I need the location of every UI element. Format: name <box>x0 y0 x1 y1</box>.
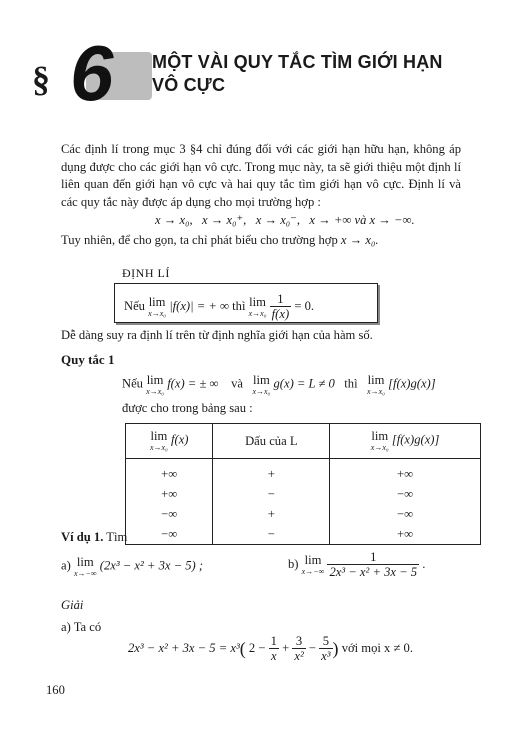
title-line-1: MỘT VÀI QUY TẮC TÌM GIỚI HẠN <box>152 52 443 72</box>
table-header-3: lim x→x₀ [f(x)g(x)] <box>330 424 481 459</box>
note-math: x → x₀. <box>340 233 379 247</box>
cases-line: x → x₀, x → x₀⁺, x → x₀⁻, x → +∞ và x → −∞. <box>155 213 415 227</box>
table-row: −∞ − +∞ <box>126 524 481 545</box>
table-row: −∞ + −∞ <box>126 504 481 524</box>
table-header-1: lim x→x₀ f(x) <box>126 424 213 459</box>
rule-lim-3: lim x→x₀ <box>367 373 385 396</box>
section-number: 6 <box>70 29 114 117</box>
solution-label: Giải <box>61 598 84 612</box>
theorem-expr-1: |f(x)| = + ∞ <box>169 298 230 313</box>
table-row: +∞ + +∞ <box>126 459 481 485</box>
theorem-expr-2: = 0. <box>294 298 315 313</box>
rule-1-title: Quy tắc 1 <box>61 352 115 367</box>
intro-paragraph: Các định lí trong mục 3 §4 chỉ đúng đối với các giới hạn hữu hạn, không áp dụng được cho các giới hạn vô cực. Trong mục này, ta sẽ giới thiệu một định lí liên quan đến giới hạn vô cực và hai quy tắc tìm giới hạn vô cực. Định lí và các quy tắc này được áp dụng cho mọi trường hợp : <box>61 142 461 209</box>
example-title: Ví dụ 1. Tìm <box>61 530 128 544</box>
theorem-fraction: $\frac{1}{f(x)}$ <box>271 292 290 322</box>
note-text: Tuy nhiên, để cho gọn, ta chỉ phát biểu cho trường hợp <box>61 233 341 247</box>
theorem-lim-2: lim x→x₀ <box>248 295 267 318</box>
solution-equation: 2x³ − x² + 3x − 5 = x³( 2 − $\frac{1}{x}$ + $\frac{3}{\text{x²}}$ − $\frac{5}{\text{x³}}$ ) với mọi x ≠ 0. <box>128 634 413 664</box>
theorem-label: ĐỊNH LÍ <box>122 266 170 280</box>
example-part-b: b) lim x→−∞ $\frac{1}{\text{2x³ − x² + 3x − 5}}$ . <box>288 550 426 580</box>
title-line-2: VÔ CỰC <box>152 75 226 95</box>
theorem-then: thì <box>232 298 246 313</box>
section-title <box>152 51 443 97</box>
solution-a-intro: a) Ta có <box>61 620 102 634</box>
page-number: 160 <box>46 683 65 697</box>
rule-lim-1: lim x→x₀ <box>146 373 165 396</box>
rule-1-statement: Nếu lim x→x₀ f(x) = ± ∞ và lim x→x₀ g(x) = L ≠ 0 thì lim x→x₀ [f(x)g(x)] <box>122 373 436 396</box>
theorem-if: Nếu <box>124 298 145 313</box>
table-row: +∞ − −∞ <box>126 484 481 504</box>
section-sign: § <box>32 59 50 99</box>
table-header-2: Dấu của L <box>213 424 330 459</box>
theorem-note: Dễ dàng suy ra định lí trên từ định nghĩa giới hạn của hàm số. <box>61 328 373 342</box>
rule-lim-2: lim x→x₀ <box>252 373 271 396</box>
note-line <box>61 233 379 248</box>
table-header-row <box>126 424 481 459</box>
theorem-lim-1: lim x→x₀ <box>148 295 167 318</box>
rule-1-table <box>125 423 481 545</box>
rule-1-given: được cho trong bảng sau : <box>122 401 253 415</box>
theorem-content <box>124 292 314 322</box>
example-part-a: a) lim x→−∞ (2x³ − x² + 3x − 5) ; <box>61 555 204 578</box>
